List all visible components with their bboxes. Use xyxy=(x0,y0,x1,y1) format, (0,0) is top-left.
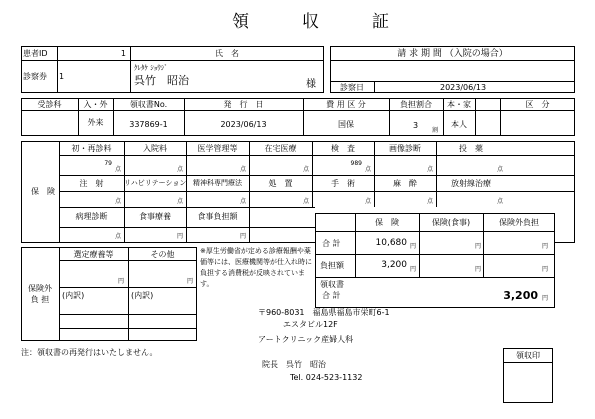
unit-points: 点 xyxy=(303,198,310,205)
clinic-address-1: 〒960-8031 福島県福島市栄町6-1 xyxy=(258,308,390,317)
stamp-label: 領収印 xyxy=(516,351,540,360)
outside-label-2: 負 担 xyxy=(30,295,50,304)
info-header-receipt-no: 領収書No. xyxy=(129,100,168,109)
insured-row3-label-1: 食事療養 xyxy=(139,212,171,221)
unit-points: 点 xyxy=(240,198,247,205)
insured-row1-label-4: 検 査 xyxy=(331,144,355,153)
info-receipt-no: 337869-1 xyxy=(129,120,168,129)
patient-kana: ｸﾚﾀｹ ｼｮｳｼﾞ xyxy=(134,64,168,72)
unit-yen: 円 xyxy=(410,243,417,250)
unit-points: 点 xyxy=(427,198,434,205)
unit-yen: 円 xyxy=(240,233,247,240)
unit-points: 点 xyxy=(177,198,184,205)
summary-header-meal: 保険(食事) xyxy=(431,218,471,227)
info-header-category: 区 分 xyxy=(525,100,550,109)
info-in-out: 外来 xyxy=(87,118,104,127)
patient-honorific: 様 xyxy=(306,79,316,90)
insured-row1-label-2: 医学管理等 xyxy=(197,144,238,153)
card-label: 診察券 xyxy=(23,72,47,81)
insured-label: 保 険 xyxy=(31,187,55,196)
visit-date-value: 2023/06/13 xyxy=(440,83,487,92)
info-header-department: 受診科 xyxy=(37,100,62,109)
clinic-address-2: エスタビル12F xyxy=(283,320,338,329)
outside-col1-header: 選定療養等 xyxy=(73,250,114,259)
unit-points: 点 xyxy=(497,166,504,173)
page-title: 領 収 証 xyxy=(232,12,407,32)
insured-row3-label-0: 病理診断 xyxy=(75,212,108,221)
summary-total-insurance: 10,680 xyxy=(375,238,407,248)
clinic-director: 院長 呉竹 昭治 xyxy=(262,360,326,369)
outside-breakdown-1: (内訳) xyxy=(62,291,85,300)
unit-yen: 円 xyxy=(187,278,194,285)
unit-points: 点 xyxy=(365,166,372,173)
tax-note: ※厚生労働省が定める診療報酬や薬価等には、医療機関等が仕入れ時に負担する消費税が反映されています。 xyxy=(200,247,312,288)
visit-date-label: 診察日 xyxy=(340,83,364,92)
unit-points: 点 xyxy=(365,198,372,205)
insured-row2-label-1: リハビリテーション xyxy=(124,179,187,187)
info-header-in-out: 入・外 xyxy=(83,100,108,109)
receipt-total-label-2: 合 計 xyxy=(322,291,341,300)
summary-burden-insurance: 3,200 xyxy=(381,260,407,270)
summary-header-outside: 保険外負担 xyxy=(499,218,539,227)
summary-total-label: 合 計 xyxy=(322,239,341,248)
insured-row2-label-2: 精神科専門療法 xyxy=(193,179,242,187)
unit-yen: 円 xyxy=(475,266,482,273)
unit-yen: 円 xyxy=(475,243,482,250)
outside-col2-header: その他 xyxy=(150,250,175,259)
info-header-insurance-type: 費 用 区 分 xyxy=(326,100,366,109)
insured-row1-label-5: 画像診断 xyxy=(389,144,421,153)
unit-yen: 円 xyxy=(542,266,549,273)
insured-row1-label-1: 入院料 xyxy=(143,144,167,153)
patient-id-label: 患者ID xyxy=(23,49,48,58)
unit-yen: 円 xyxy=(410,266,417,273)
outside-section xyxy=(21,247,197,341)
unit-yen: 円 xyxy=(542,243,549,250)
insured-row1-label-3: 在宅医療 xyxy=(264,144,297,153)
patient-name: 呉竹 昭治 xyxy=(134,74,189,87)
unit-points: 点 xyxy=(115,198,122,205)
patient-id-value: 1 xyxy=(120,49,126,58)
clinic-name: アートクリニック産婦人科 xyxy=(258,335,354,344)
insured-row1-value-4: 989 xyxy=(350,160,362,167)
receipt-total-value: 3,200 xyxy=(503,289,538,302)
insured-row1-label-0: 初・再診料 xyxy=(71,144,112,153)
insured-row2-label-0: 注 射 xyxy=(79,179,104,188)
unit-points: 点 xyxy=(497,198,504,205)
info-issue-date: 2023/06/13 xyxy=(220,120,267,129)
insured-row2-label-5: 麻 酔 xyxy=(393,179,417,188)
unit-yen: 円 xyxy=(177,233,184,240)
info-insurance-type: 国保 xyxy=(338,120,354,129)
unit-points: 点 xyxy=(303,166,310,173)
insured-row2-label-3: 処 置 xyxy=(268,179,293,188)
unit-yen: 円 xyxy=(118,278,125,285)
clinic-tel: Tel. 024-523-1132 xyxy=(290,373,363,382)
outside-label-1: 保険外 xyxy=(28,284,52,293)
insured-row2-label-4: 手 術 xyxy=(331,179,355,188)
info-burden-unit: 割 xyxy=(432,127,439,134)
insured-row1-label-6: 投 薬 xyxy=(459,144,483,153)
summary-burden-label: 負担額 xyxy=(320,261,344,270)
unit-yen: 円 xyxy=(542,295,549,302)
unit-points: 点 xyxy=(427,166,434,173)
insured-row3-label-2: 食事負担額 xyxy=(197,212,238,221)
info-header-self-family: 本・家 xyxy=(447,100,471,109)
unit-points: 点 xyxy=(240,166,247,173)
info-burden-ratio: 3 xyxy=(413,121,419,130)
receipt-total-label-1: 領収書 xyxy=(320,280,344,289)
unit-points: 点 xyxy=(115,233,122,240)
insured-row1-value-0: 79 xyxy=(104,160,112,167)
name-header: 氏 名 xyxy=(215,49,239,58)
billing-period-header: 請 求 期 間 （入院の場合） xyxy=(397,49,508,59)
insured-row2-label-6: 放射線治療 xyxy=(451,179,491,188)
footer-note: 注：領収書の再発行はいたしません。 xyxy=(21,348,158,357)
unit-points: 点 xyxy=(115,166,122,173)
summary-header-insurance: 保 険 xyxy=(375,218,399,227)
info-self-family: 本人 xyxy=(451,120,467,129)
info-header-burden-ratio: 負担割合 xyxy=(400,100,432,109)
card-value: 1 xyxy=(59,72,65,81)
unit-points: 点 xyxy=(177,166,184,173)
outside-breakdown-2: (内訳) xyxy=(131,291,154,300)
info-header-issue-date: 発 行 日 xyxy=(223,100,264,109)
